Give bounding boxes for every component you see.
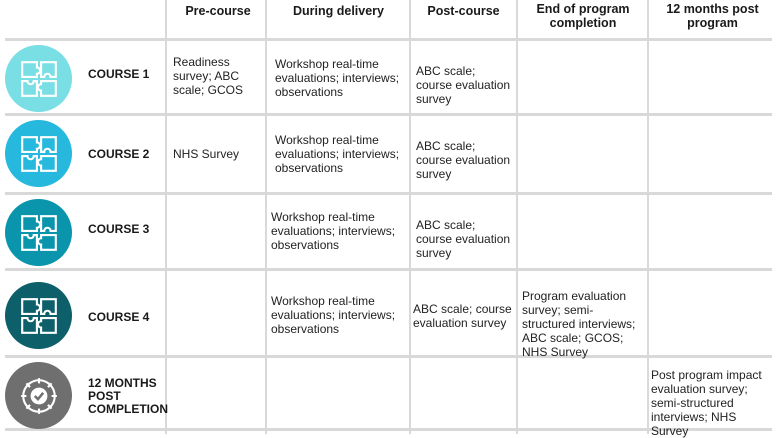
course-4-end-of-program: Program evaluation survey; semi-structured interviews; ABC scale; GCOS; NHS Survey <box>522 289 636 359</box>
course-3-post-course: ABC scale; course evaluation survey <box>416 218 511 260</box>
column-divider <box>165 0 167 434</box>
completion-12-months-post: Post program impact evaluation survey; semi-structured interviews; NHS Survey <box>651 368 762 438</box>
header-pre-course: Pre-course <box>185 4 251 18</box>
course-1-during-delivery: Workshop real-time evaluations; interviews; observations <box>275 57 400 99</box>
course-4-puzzle-icon <box>5 282 72 349</box>
course-2-during-delivery: Workshop real-time evaluations; interviews; observations <box>275 133 400 175</box>
column-divider <box>647 0 649 434</box>
course-3-puzzle-icon <box>5 199 72 266</box>
row-divider <box>5 192 772 195</box>
column-divider <box>265 0 267 434</box>
course-1-post-course: ABC scale; course evaluation survey <box>416 64 511 106</box>
course-2-puzzle-icon <box>5 120 72 187</box>
row-label-course-3: COURSE 3 <box>88 222 150 236</box>
row-divider <box>5 113 772 116</box>
column-divider <box>409 0 411 434</box>
course-2-post-course: ABC scale; course evaluation survey <box>416 139 511 181</box>
column-divider <box>516 0 518 434</box>
row-label-course-4: COURSE 4 <box>88 310 150 324</box>
course-3-during-delivery: Workshop real-time evaluations; interviews; observations <box>271 210 396 252</box>
row-divider <box>5 38 772 41</box>
row-label-course-1: COURSE 1 <box>88 67 150 81</box>
course-2-pre-course: NHS Survey <box>173 147 240 161</box>
course-1-puzzle-icon <box>5 45 72 112</box>
course-4-post-course: ABC scale; course evaluation survey <box>413 302 512 330</box>
completion-puzzle-check-icon <box>5 362 72 429</box>
course-1-pre-course: Readiness survey; ABC scale; GCOS <box>173 55 244 97</box>
header-end-of-program: End of program completion <box>536 2 630 30</box>
course-4-during-delivery: Workshop real-time evaluations; interviews; observations <box>271 294 396 336</box>
header-post-course: Post-course <box>427 4 500 18</box>
row-label-course-2: COURSE 2 <box>88 147 150 161</box>
row-divider <box>5 355 772 358</box>
row-label-12-months-post-completion: 12 MONTHS POST COMPLETION <box>88 376 168 416</box>
row-divider <box>5 268 772 271</box>
header-during-delivery: During delivery <box>293 4 384 18</box>
header-12-months-post: 12 months post program <box>666 2 759 30</box>
